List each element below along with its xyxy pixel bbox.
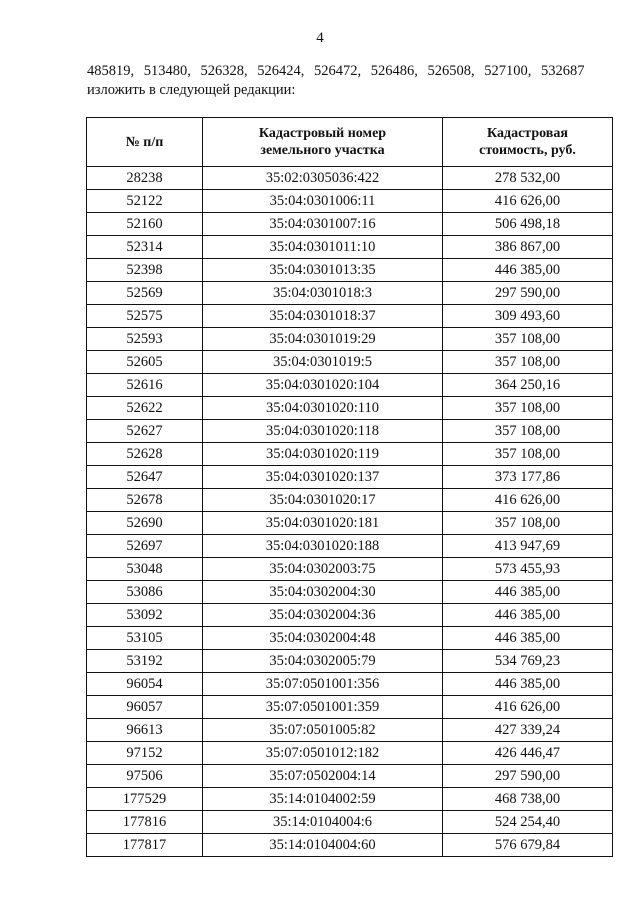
row-number-cell: 177817: [87, 834, 203, 857]
header-cadastral-number-line-2: земельного участка: [260, 143, 385, 158]
cadastral-value-cell: 416 626,00: [443, 190, 613, 213]
cadastral-value-cell: 278 532,00: [443, 167, 613, 190]
cadastral-value-table: [86, 117, 613, 857]
cadastral-number-cell: 35:07:0501001:356: [203, 673, 443, 696]
table-row: [87, 696, 613, 719]
cadastral-value-cell: 297 590,00: [443, 282, 613, 305]
header-number: [87, 118, 203, 167]
cadastral-number-cell: 35:04:0301020:181: [203, 512, 443, 535]
row-number-cell: 96054: [87, 673, 203, 696]
row-number-cell: 52647: [87, 466, 203, 489]
cadastral-number-cell: 35:14:0104002:59: [203, 788, 443, 811]
cadastral-number-cell: 35:04:0302005:79: [203, 650, 443, 673]
cadastral-number-cell: 35:07:0502004:14: [203, 765, 443, 788]
cadastral-number-cell: 35:04:0301020:17: [203, 489, 443, 512]
row-number-cell: 52593: [87, 328, 203, 351]
cadastral-value-cell: 576 679,84: [443, 834, 613, 857]
table-row: [87, 765, 613, 788]
cadastral-value-cell: 357 108,00: [443, 397, 613, 420]
row-number-cell: 177816: [87, 811, 203, 834]
cadastral-number-cell: 35:14:0104004:6: [203, 811, 443, 834]
table-row: [87, 190, 613, 213]
cadastral-value-cell: 357 108,00: [443, 351, 613, 374]
row-number-cell: 52697: [87, 535, 203, 558]
cadastral-number-cell: 35:04:0301018:37: [203, 305, 443, 328]
cadastral-number-cell: 35:04:0301007:16: [203, 213, 443, 236]
cadastral-value-cell: 309 493,60: [443, 305, 613, 328]
intro-line-1: 485819, 513480, 526328, 526424, 526472, 526486, 526508, 527100, 532687: [87, 63, 585, 79]
cadastral-number-cell: 35:04:0301020:104: [203, 374, 443, 397]
table-row: [87, 719, 613, 742]
cadastral-value-cell: 446 385,00: [443, 259, 613, 282]
table-row: [87, 466, 613, 489]
cadastral-value-cell: 468 738,00: [443, 788, 613, 811]
row-number-cell: 52122: [87, 190, 203, 213]
table-row: [87, 328, 613, 351]
table-row: [87, 443, 613, 466]
table-row: [87, 811, 613, 834]
cadastral-number-cell: 35:04:0302004:30: [203, 581, 443, 604]
table-row: [87, 167, 613, 190]
cadastral-number-cell: 35:07:0501001:359: [203, 696, 443, 719]
cadastral-number-cell: 35:04:0301020:110: [203, 397, 443, 420]
table-row: [87, 581, 613, 604]
cadastral-number-cell: 35:04:0301020:137: [203, 466, 443, 489]
table-row: [87, 420, 613, 443]
cadastral-value-cell: 297 590,00: [443, 765, 613, 788]
cadastral-value-cell: 357 108,00: [443, 443, 613, 466]
cadastral-number-cell: 35:02:0305036:422: [203, 167, 443, 190]
table-row: [87, 834, 613, 857]
cadastral-value-cell: 524 254,40: [443, 811, 613, 834]
intro-line-2: изложить в следующей редакции:: [87, 82, 296, 98]
row-number-cell: 96613: [87, 719, 203, 742]
row-number-cell: 53048: [87, 558, 203, 581]
row-number-cell: 52690: [87, 512, 203, 535]
cadastral-number-cell: 35:04:0301006:11: [203, 190, 443, 213]
row-number-cell: 53092: [87, 604, 203, 627]
table-row: [87, 489, 613, 512]
cadastral-value-cell: 426 446,47: [443, 742, 613, 765]
row-number-cell: 52622: [87, 397, 203, 420]
row-number-cell: 53192: [87, 650, 203, 673]
table-row: [87, 305, 613, 328]
table-row: [87, 673, 613, 696]
cadastral-value-cell: 534 769,23: [443, 650, 613, 673]
cadastral-number-cell: 35:14:0104004:60: [203, 834, 443, 857]
table-row: [87, 374, 613, 397]
table-row: [87, 604, 613, 627]
cadastral-number-cell: 35:04:0301018:3: [203, 282, 443, 305]
cadastral-value-cell: 413 947,69: [443, 535, 613, 558]
cadastral-value-cell: 446 385,00: [443, 673, 613, 696]
cadastral-value-cell: 427 339,24: [443, 719, 613, 742]
header-number-label: № п/п: [125, 134, 164, 150]
cadastral-number-cell: 35:07:0501012:182: [203, 742, 443, 765]
header-cadastral-value-line-2: стоимость, руб.: [479, 143, 576, 158]
cadastral-number-cell: 35:04:0301019:5: [203, 351, 443, 374]
row-number-cell: 52627: [87, 420, 203, 443]
table-row: [87, 627, 613, 650]
cadastral-number-cell: 35:04:0301020:188: [203, 535, 443, 558]
cadastral-value-cell: 416 626,00: [443, 489, 613, 512]
table-row: [87, 788, 613, 811]
table-row: [87, 282, 613, 305]
cadastral-number-cell: 35:07:0501005:82: [203, 719, 443, 742]
cadastral-value-cell: 386 867,00: [443, 236, 613, 259]
row-number-cell: 52605: [87, 351, 203, 374]
row-number-cell: 96057: [87, 696, 203, 719]
table-row: [87, 558, 613, 581]
table-row: [87, 236, 613, 259]
table-header-row: [87, 118, 613, 167]
page-number: 4: [316, 30, 324, 46]
cadastral-value-cell: 506 498,18: [443, 213, 613, 236]
table-row: [87, 512, 613, 535]
row-number-cell: 53105: [87, 627, 203, 650]
row-number-cell: 52575: [87, 305, 203, 328]
header-cadastral-number-line-1: Кадастровый номер: [258, 126, 387, 141]
row-number-cell: 97152: [87, 742, 203, 765]
cadastral-number-cell: 35:04:0301019:29: [203, 328, 443, 351]
row-number-cell: 52678: [87, 489, 203, 512]
table-row: [87, 397, 613, 420]
cadastral-number-cell: 35:04:0301011:10: [203, 236, 443, 259]
row-number-cell: 52628: [87, 443, 203, 466]
cadastral-number-cell: 35:04:0301020:118: [203, 420, 443, 443]
cadastral-number-cell: 35:04:0302004:36: [203, 604, 443, 627]
cadastral-value-cell: 357 108,00: [443, 420, 613, 443]
cadastral-value-cell: 357 108,00: [443, 328, 613, 351]
row-number-cell: 28238: [87, 167, 203, 190]
cadastral-value-cell: 446 385,00: [443, 581, 613, 604]
row-number-cell: 52616: [87, 374, 203, 397]
cadastral-number-cell: 35:04:0301020:119: [203, 443, 443, 466]
cadastral-number-cell: 35:04:0301013:35: [203, 259, 443, 282]
row-number-cell: 52398: [87, 259, 203, 282]
table-body: [87, 167, 613, 857]
intro-paragraph: [87, 62, 627, 100]
table-row: [87, 213, 613, 236]
row-number-cell: 52569: [87, 282, 203, 305]
row-number-cell: 52314: [87, 236, 203, 259]
row-number-cell: 177529: [87, 788, 203, 811]
table-row: [87, 259, 613, 282]
table-row: [87, 535, 613, 558]
cadastral-value-cell: 373 177,86: [443, 466, 613, 489]
header-cadastral-number: [203, 118, 443, 167]
cadastral-value-cell: 416 626,00: [443, 696, 613, 719]
header-cadastral-value: [443, 118, 613, 167]
header-cadastral-value-line-1: Кадастровая: [487, 126, 568, 141]
row-number-cell: 97506: [87, 765, 203, 788]
cadastral-value-cell: 357 108,00: [443, 512, 613, 535]
table-row: [87, 351, 613, 374]
table-row: [87, 742, 613, 765]
cadastral-value-cell: 364 250,16: [443, 374, 613, 397]
cadastral-value-cell: 446 385,00: [443, 627, 613, 650]
row-number-cell: 53086: [87, 581, 203, 604]
cadastral-number-cell: 35:04:0302004:48: [203, 627, 443, 650]
row-number-cell: 52160: [87, 213, 203, 236]
table-row: [87, 650, 613, 673]
cadastral-value-cell: 573 455,93: [443, 558, 613, 581]
cadastral-number-cell: 35:04:0302003:75: [203, 558, 443, 581]
cadastral-value-cell: 446 385,00: [443, 604, 613, 627]
